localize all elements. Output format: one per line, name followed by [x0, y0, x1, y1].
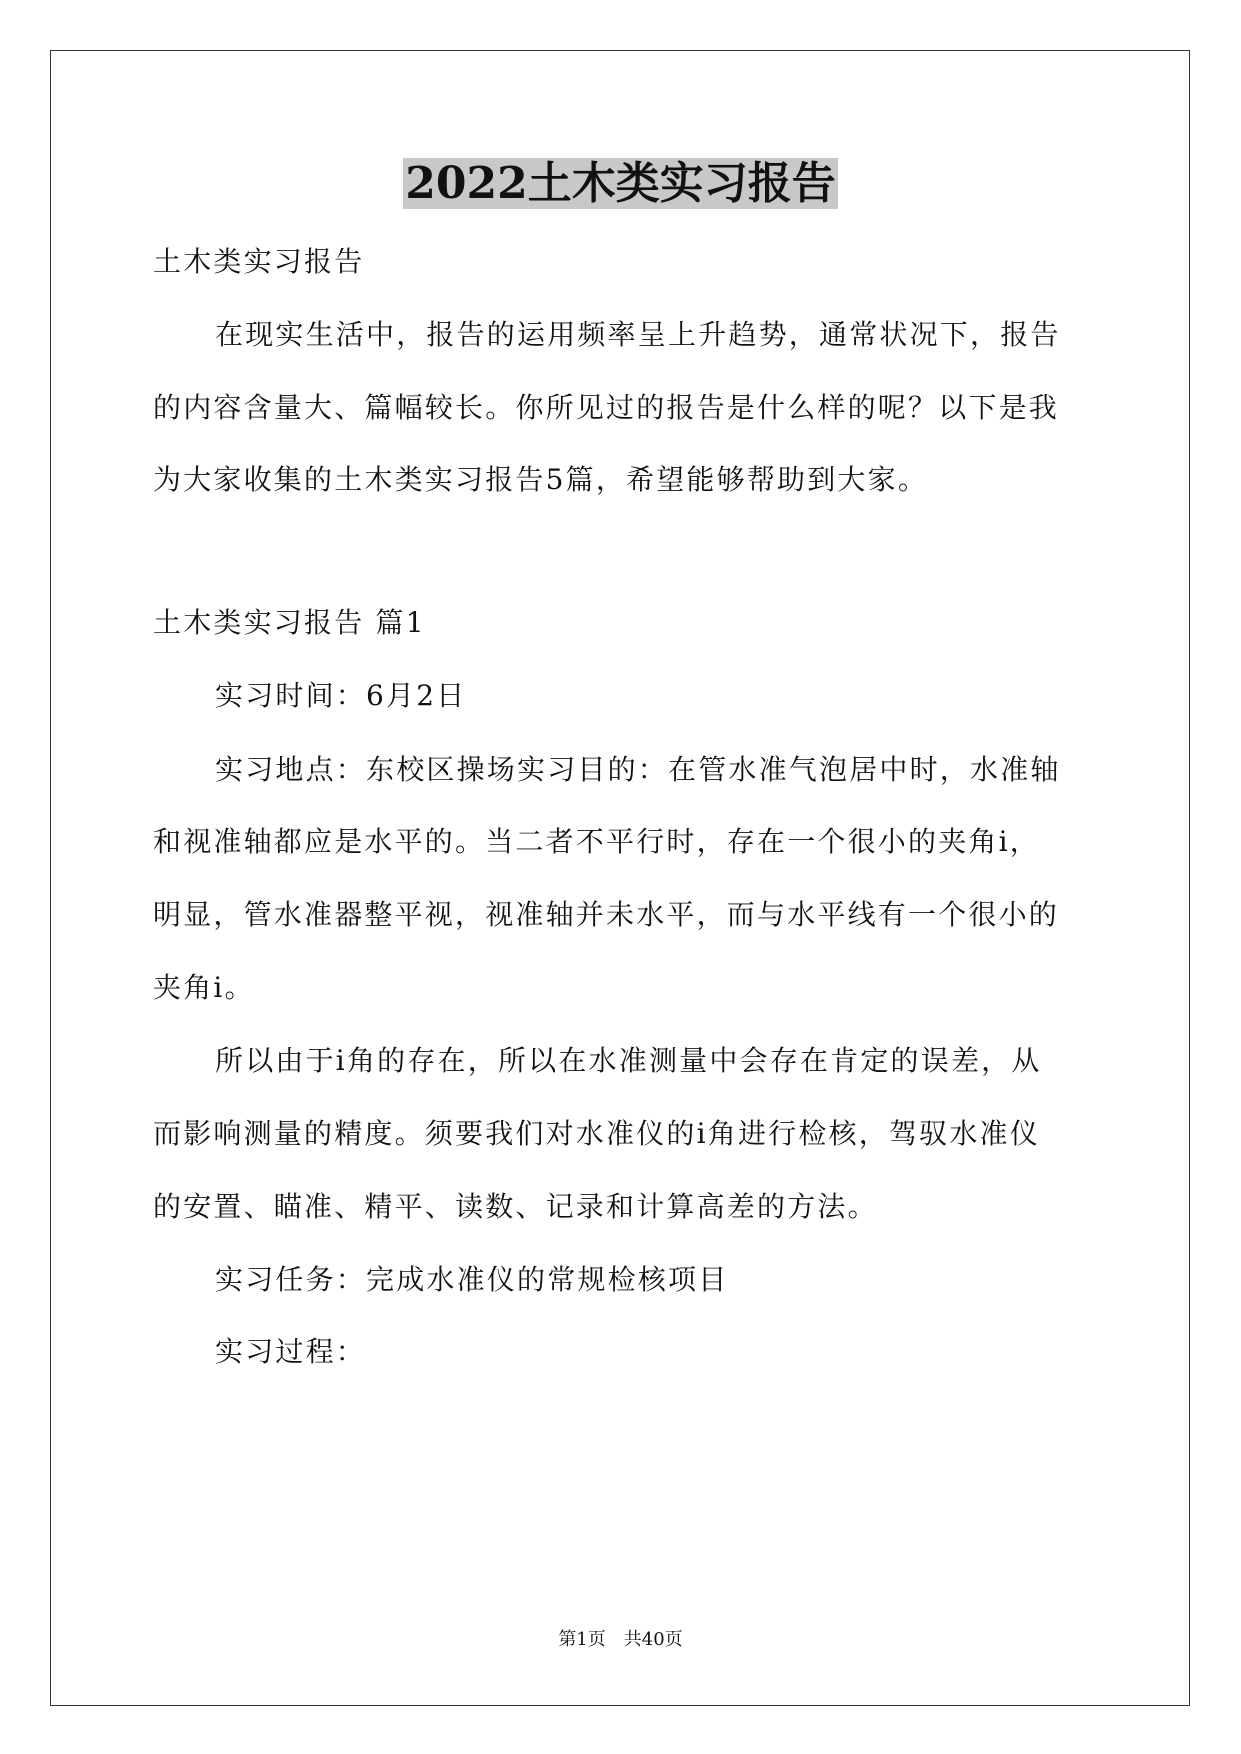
practice-task-line: 实习任务：完成水准仪的常规检核项目 [215, 1263, 729, 1296]
page-border [50, 50, 1190, 1706]
practice-location-line-2: 和视准轴都应是水平的。当二者不平行时，存在一个很小的夹角i， [153, 825, 1040, 858]
error-paragraph-line-2: 而影响测量的精度。须要我们对水准仪的i角进行检核，驾驭水准仪 [153, 1117, 1040, 1150]
practice-location-line-1: 实习地点：东校区操场实习目的：在管水准气泡居中时，水准轴 [215, 753, 1061, 786]
intro-paragraph-line-1: 在现实生活中，报告的运用频率呈上升趋势，通常状况下，报告 [215, 318, 1061, 351]
intro-paragraph-line-2: 的内容含量大、篇幅较长。你所见过的报告是什么样的呢？以下是我 [153, 391, 1060, 424]
subtitle-line: 土木类实习报告 [153, 245, 365, 278]
error-paragraph-line-3: 的安置、瞄准、精平、读数、记录和计算高差的方法。 [153, 1190, 878, 1223]
intro-paragraph-line-3: 为大家收集的土木类实习报告5篇，希望能够帮助到大家。 [153, 463, 929, 496]
practice-location-line-3: 明显，管水准器整平视，视准轴并未水平，而与水平线有一个很小的 [153, 898, 1060, 931]
section-heading: 土木类实习报告 篇1 [153, 606, 426, 639]
practice-process-line: 实习过程： [215, 1335, 367, 1368]
document-title-text: 2022土木类实习报告 [405, 158, 836, 209]
error-paragraph-line-1: 所以由于i角的存在，所以在水准测量中会存在肯定的误差，从 [215, 1044, 1042, 1077]
page-number-footer: 第1页 共40页 [558, 1629, 683, 1650]
practice-location-line-4: 夹角i。 [153, 971, 255, 1004]
document-title [0, 156, 1241, 212]
practice-time-line: 实习时间：6月2日 [215, 679, 467, 712]
